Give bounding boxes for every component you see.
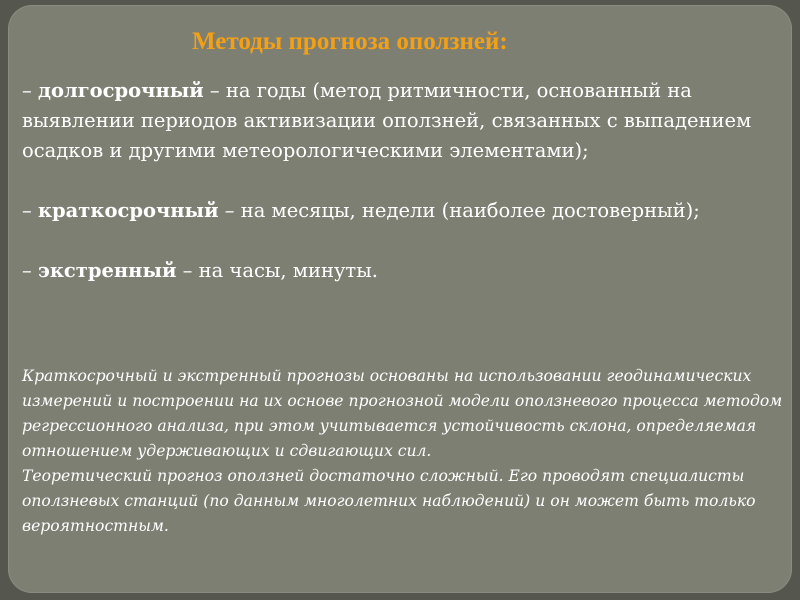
list-dash: – [22, 199, 38, 222]
term-emergency: экстренный [37, 259, 177, 282]
note-paragraph-methods: Краткосрочный и экстренный прогнозы основаны на использовании геодинамических измерений и построении на их основе прогнозной модели оползневого процесса методом регрессионного анализа, при этом учитывается устойчивость склона, определяемая отношением удерживающих и сдвигающих сил. [22, 367, 783, 460]
list-item-long-term [22, 76, 772, 166]
spacer [22, 166, 772, 196]
description-emergency: – на часы, минуты. [176, 259, 378, 282]
term-short-term: краткосрочный [37, 199, 219, 222]
forecast-types-list [22, 76, 772, 286]
list-dash: – [22, 259, 38, 282]
notes-block [22, 364, 787, 539]
term-long-term: долгосрочный [37, 79, 204, 102]
description-short-term: – на месяцы, недели (наиболее достоверный); [218, 199, 700, 222]
slide-title: Методы прогноза оползней: [192, 28, 508, 55]
list-dash: – [22, 79, 38, 102]
list-item-emergency [22, 256, 772, 286]
note-paragraph-theory: Теоретический прогноз оползней достаточно сложный. Его проводят специалисты оползневых станций (по данным многолетних наблюдений) и он может быть только вероятностным. [22, 467, 756, 535]
description-long-term: – на годы (метод ритмичности, основанный на выявлении периодов активизации оползней, связанных с выпадением осадков и другими метеорологическими элементами); [22, 79, 752, 162]
list-item-short-term [22, 196, 772, 226]
spacer [22, 226, 772, 256]
